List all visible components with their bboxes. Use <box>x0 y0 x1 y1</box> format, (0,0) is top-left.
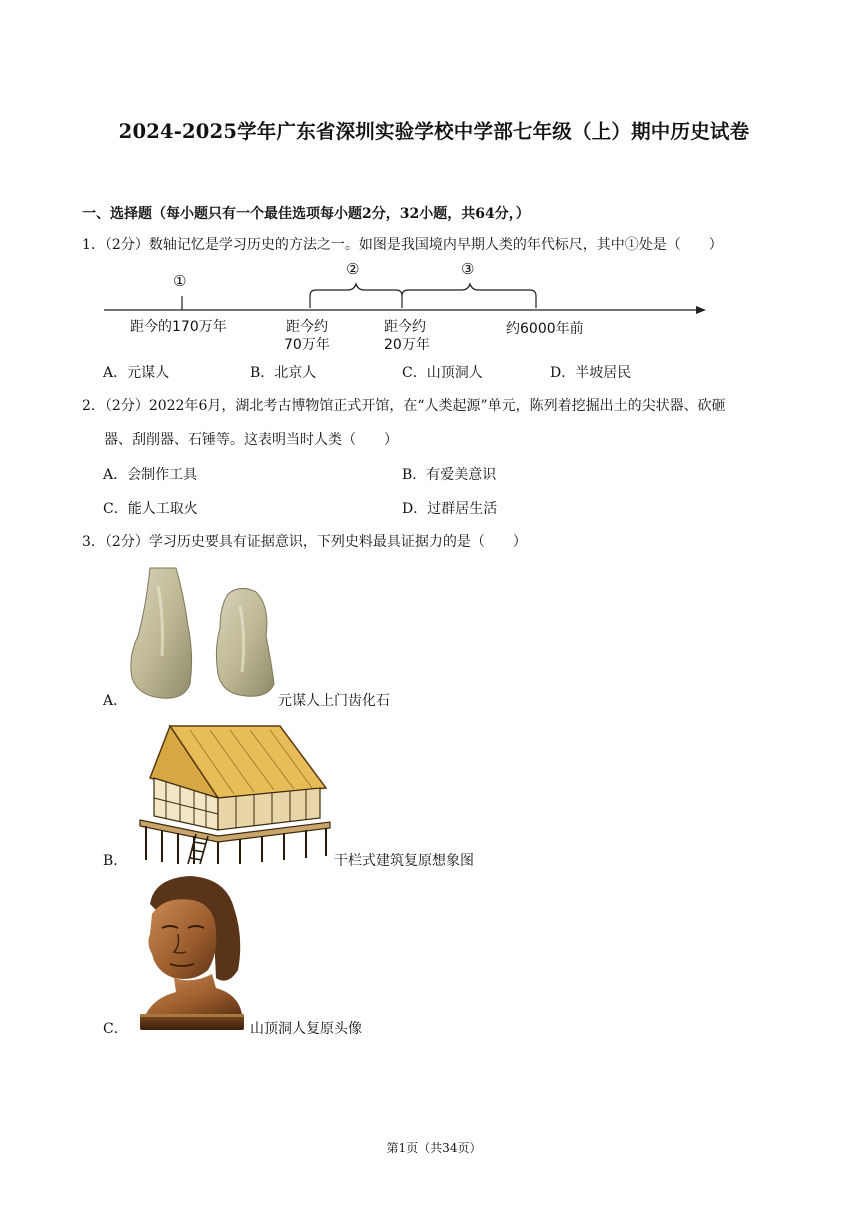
q3-option-b-letter[interactable]: B． <box>103 853 128 869</box>
q3-option-c-caption: 山顶洞人复原头像 <box>250 1021 362 1037</box>
q3-option-b-caption: 干栏式建筑复原想象图 <box>334 853 474 869</box>
tooth-fossil-image <box>128 566 278 706</box>
timeline-marker-3: ③ <box>461 260 475 278</box>
q2-option-a[interactable]: A．会制作工具 <box>103 467 198 483</box>
q1-option-d[interactable]: D．半坡居民 <box>550 365 632 381</box>
question-2-line-2: 器、刮削器、石锤等。这表明当时人类（ ） <box>104 432 398 448</box>
timeline-figure <box>100 258 710 358</box>
q2-option-b[interactable]: B．有爱美意识 <box>402 467 497 483</box>
timeline-marker-1: ① <box>173 272 187 290</box>
timeline-label-3b: 20万年 <box>384 337 430 353</box>
timeline-label-4: 约6000年前 <box>506 321 584 337</box>
timeline-label-3a: 距今约 <box>384 319 426 335</box>
timeline-label-2b: 70万年 <box>284 337 330 353</box>
q2-option-d[interactable]: D．过群居生活 <box>402 501 498 517</box>
bust-image <box>134 874 248 1032</box>
timeline-marker-2: ② <box>346 260 360 278</box>
question-3-stem: 3．（2分）学习历史要具有证据意识，下列史料最具证据力的是（ ） <box>82 534 527 550</box>
question-1-stem: 1．（2分）数轴记忆是学习历史的方法之一。如图是我国境内早期人类的年代标尺，其中①处是（ ） <box>82 237 723 253</box>
page-footer: 第1页（共34页） <box>386 1141 482 1155</box>
q3-option-a-letter[interactable]: A． <box>103 693 128 709</box>
q1-option-c[interactable]: C．山顶洞人 <box>402 365 483 381</box>
stilt-house-image <box>130 724 334 866</box>
q1-option-b[interactable]: B．北京人 <box>250 365 317 381</box>
timeline-label-1: 距今的170万年 <box>130 319 227 335</box>
question-2-line-1: 2．（2分）2022年6月，湖北考古博物馆正式开馆，在“人类起源”单元，陈列着挖掘出土的尖状器、砍砸 <box>82 398 726 414</box>
section-heading: 一、选择题（每小题只有一个最佳选项每小题2分，32小题，共64分，） <box>82 206 530 222</box>
q3-option-c-letter[interactable]: C． <box>103 1021 128 1037</box>
question-2-stem <box>82 396 792 416</box>
q3-option-a-caption: 元谋人上门齿化石 <box>278 693 390 709</box>
timeline-label-2a: 距今约 <box>286 319 328 335</box>
q1-option-a[interactable]: A．元谋人 <box>103 365 170 381</box>
q2-option-c[interactable]: C．能人工取火 <box>103 501 198 517</box>
page-title: 2024-2025学年广东省深圳实验学校中学部七年级（上）期中历史试卷 <box>118 120 750 143</box>
